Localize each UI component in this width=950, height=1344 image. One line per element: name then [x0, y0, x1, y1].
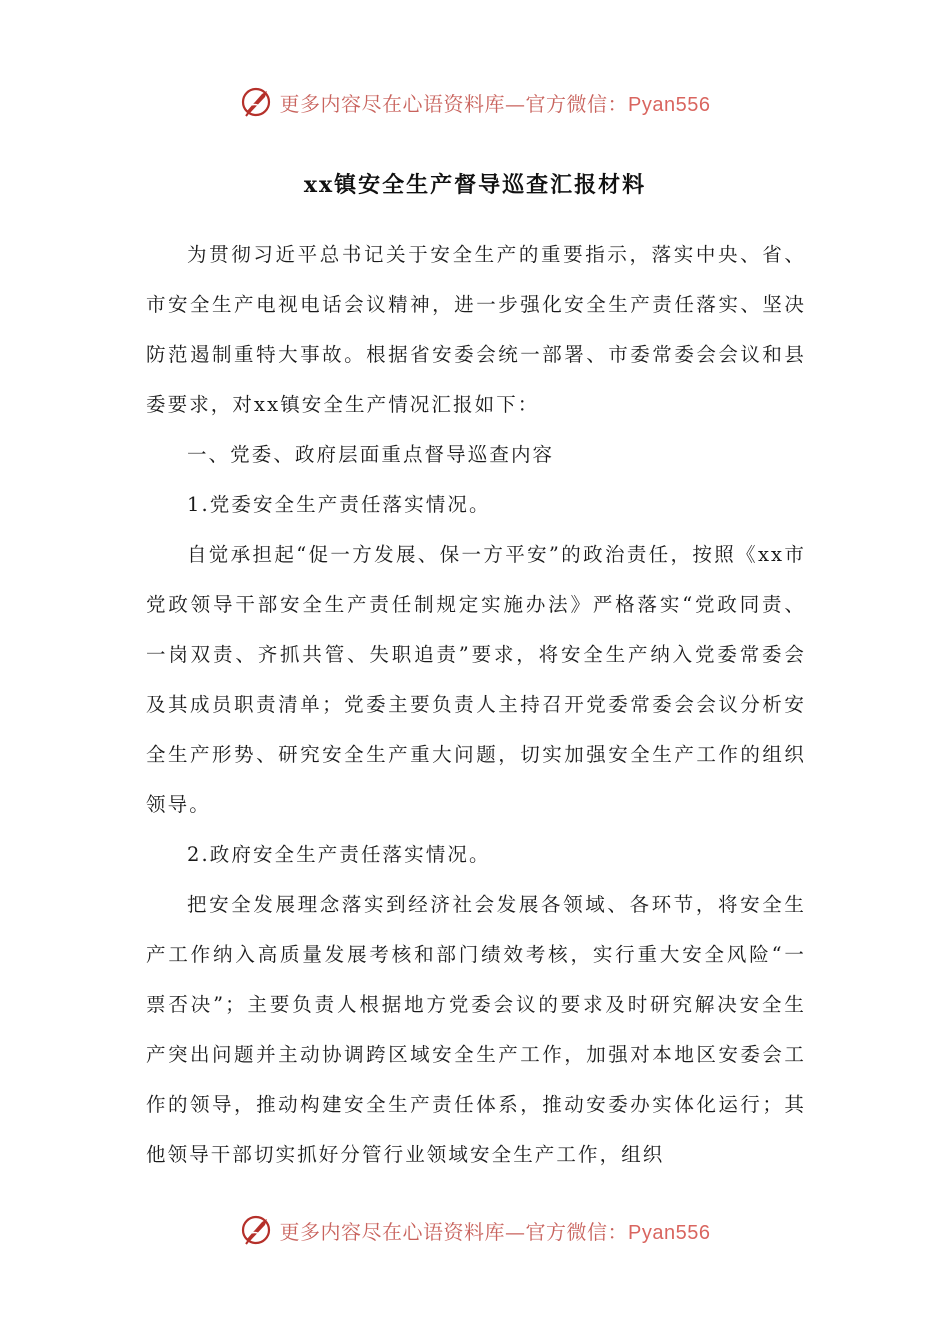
- watermark-text: [280, 88, 711, 117]
- footer-watermark-banner: [0, 1208, 950, 1252]
- document-title: xx镇安全生产督导巡查汇报材料: [303, 172, 647, 198]
- watermark-text: [280, 1216, 711, 1245]
- watermark-wechat-id: Pyan556: [628, 1221, 711, 1244]
- pen-logo-icon: [240, 85, 274, 119]
- watermark-text-cn: 更多内容尽在心语资料库—官方微信：: [279, 1219, 629, 1244]
- header-watermark-banner: [0, 80, 950, 124]
- pen-logo-icon: [240, 1213, 274, 1247]
- body-paragraph-2: 把安全发展理念落实到经济社会发展各领域、各环节，将安全生产工作纳入高质量发展考核和部门绩效考核，实行重大安全风险“一票否决”；主要负责人根据地方党委会议的要求及时研究解决安全生产突出问题并主动协调跨区域安全生产工作，加强对本地区安委会工作的领导，推动构建安全生产责任体系，推动安委办实体化运行；其他领导干部切实抓好分管行业领域安全生产工作，组织: [146, 893, 806, 1166]
- intro-paragraph: 为贯彻习近平总书记关于安全生产的重要指示，落实中央、省、市安全生产电视电话会议精神，进一步强化安全生产责任落实、坚决防范遏制重特大事故。根据省安委会统一部署、市委常委会会议和县委要求，对xx镇安全生产情况汇报如下：: [146, 243, 806, 416]
- subheading-2: 2.政府安全生产责任落实情况。: [186, 843, 491, 866]
- subheading-1: 1.党委安全生产责任落实情况。: [186, 493, 491, 516]
- document-body: [146, 230, 806, 1180]
- section-heading-1: 一、党委、政府层面重点督导巡查内容: [186, 443, 555, 466]
- body-paragraph-1: 自觉承担起“促一方发展、保一方平安”的政治责任，按照《xx市党政领导干部安全生产责任制规定实施办法》严格落实“党政同责、一岗双责、齐抓共管、失职追责”要求，将安全生产纳入党委常委会及其成员职责清单；党委主要负责人主持召开党委常委会会议分析安全生产形势、研究安全生产重大问题，切实加强安全生产工作的组织领导。: [146, 543, 806, 816]
- watermark-wechat-id: Pyan556: [628, 93, 711, 116]
- watermark-text-cn: 更多内容尽在心语资料库—官方微信：: [279, 91, 629, 116]
